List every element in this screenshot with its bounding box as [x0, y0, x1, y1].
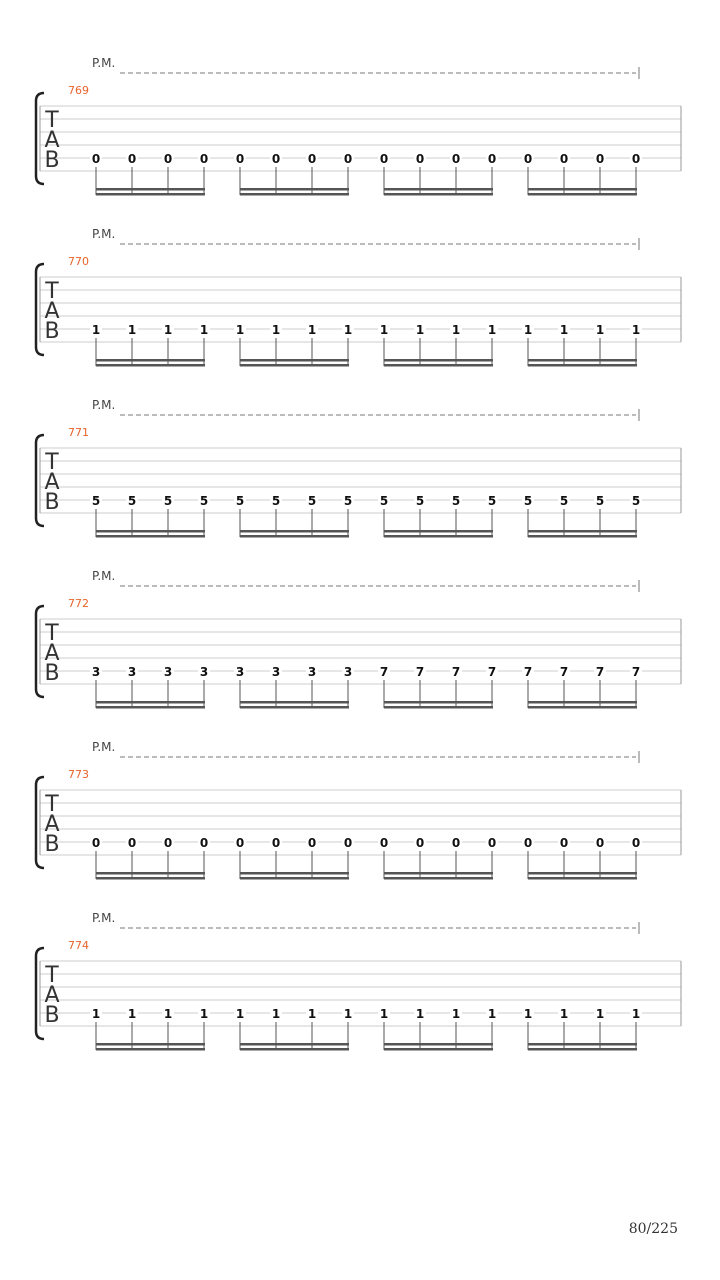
tab-letter: B: [44, 661, 60, 686]
beam: [240, 359, 349, 362]
fret-number: 0: [235, 152, 245, 166]
fret-number: 1: [451, 323, 461, 337]
beam: [240, 1043, 349, 1046]
palm-mute-label: P.M.: [92, 911, 116, 925]
fret-number: 1: [451, 1007, 461, 1021]
fret-number: 3: [271, 665, 281, 679]
fret-number: 3: [127, 665, 137, 679]
tab-letter: T: [45, 279, 59, 304]
tab-system: [36, 740, 681, 880]
beam: [96, 1048, 205, 1051]
beam: [96, 188, 205, 191]
fret-number: 1: [91, 1007, 101, 1021]
fret-number: 3: [307, 665, 317, 679]
fret-number: 7: [415, 665, 425, 679]
measure-number: 772: [68, 597, 89, 610]
fret-number: 0: [559, 152, 569, 166]
fret-number: 1: [631, 1007, 641, 1021]
measure-number: 773: [68, 768, 89, 781]
palm-mute-label: P.M.: [92, 569, 116, 583]
fret-number: 5: [487, 494, 497, 508]
fret-number: 0: [487, 836, 497, 850]
measure-number: 770: [68, 255, 89, 268]
fret-number: 1: [523, 323, 533, 337]
fret-number: 1: [235, 323, 245, 337]
beam: [528, 188, 637, 191]
tab-letter: A: [44, 812, 60, 837]
tab-letter: T: [45, 450, 59, 475]
tab-letter: T: [45, 792, 59, 817]
fret-number: 0: [595, 152, 605, 166]
fret-number: 1: [415, 323, 425, 337]
fret-number: 1: [559, 323, 569, 337]
beam: [240, 193, 349, 196]
fret-number: 0: [559, 836, 569, 850]
fret-number: 3: [163, 665, 173, 679]
fret-number: 1: [343, 323, 353, 337]
beam: [96, 877, 205, 880]
tab-letter: A: [44, 299, 60, 324]
fret-number: 0: [415, 836, 425, 850]
beam: [528, 701, 637, 704]
beam: [384, 359, 493, 362]
fret-number: 7: [559, 665, 569, 679]
beam: [384, 530, 493, 533]
beam: [96, 706, 205, 709]
tab-letter: B: [44, 319, 60, 344]
fret-number: 0: [91, 152, 101, 166]
fret-number: 5: [91, 494, 101, 508]
fret-number: 1: [199, 1007, 209, 1021]
beam: [384, 872, 493, 875]
fret-number: 5: [451, 494, 461, 508]
beam: [240, 530, 349, 533]
tab-letter: B: [44, 832, 60, 857]
fret-number: 0: [199, 152, 209, 166]
fret-number: 0: [631, 836, 641, 850]
fret-number: 1: [199, 323, 209, 337]
fret-number: 5: [523, 494, 533, 508]
fret-number: 0: [523, 836, 533, 850]
fret-number: 1: [631, 323, 641, 337]
palm-mute-label: P.M.: [92, 740, 116, 754]
fret-number: 0: [91, 836, 101, 850]
beam: [384, 1048, 493, 1051]
beam: [96, 535, 205, 538]
fret-number: 7: [523, 665, 533, 679]
fret-number: 1: [307, 1007, 317, 1021]
beam: [240, 706, 349, 709]
fret-number: 1: [379, 1007, 389, 1021]
fret-number: 1: [559, 1007, 569, 1021]
tab-letter: A: [44, 641, 60, 666]
fret-number: 0: [271, 152, 281, 166]
fret-number: 0: [235, 836, 245, 850]
fret-number: 1: [595, 1007, 605, 1021]
fret-number: 0: [307, 836, 317, 850]
fret-number: 0: [379, 836, 389, 850]
fret-number: 5: [343, 494, 353, 508]
fret-number: 7: [595, 665, 605, 679]
beam: [384, 188, 493, 191]
beam: [240, 701, 349, 704]
fret-number: 7: [379, 665, 389, 679]
fret-number: 0: [307, 152, 317, 166]
beam: [96, 364, 205, 367]
fret-number: 0: [163, 152, 173, 166]
measure-number: 769: [68, 84, 89, 97]
beam: [384, 364, 493, 367]
fret-number: 0: [451, 152, 461, 166]
tab-system: [36, 227, 681, 367]
beam: [528, 193, 637, 196]
fret-number: 5: [235, 494, 245, 508]
fret-number: 1: [415, 1007, 425, 1021]
fret-number: 5: [127, 494, 137, 508]
fret-number: 5: [559, 494, 569, 508]
fret-number: 0: [199, 836, 209, 850]
tab-letter: B: [44, 148, 60, 173]
fret-number: 7: [451, 665, 461, 679]
fret-number: 3: [199, 665, 209, 679]
fret-number: 0: [343, 152, 353, 166]
tab-letter: T: [45, 621, 59, 646]
fret-number: 1: [163, 323, 173, 337]
beam: [96, 359, 205, 362]
fret-number: 1: [595, 323, 605, 337]
beam: [96, 1043, 205, 1046]
fret-number: 5: [595, 494, 605, 508]
beam: [384, 701, 493, 704]
fret-number: 7: [487, 665, 497, 679]
fret-number: 1: [235, 1007, 245, 1021]
fret-number: 1: [343, 1007, 353, 1021]
beam: [96, 701, 205, 704]
fret-number: 1: [127, 1007, 137, 1021]
fret-number: 1: [307, 323, 317, 337]
fret-number: 1: [127, 323, 137, 337]
fret-number: 1: [271, 323, 281, 337]
beam: [528, 877, 637, 880]
beam: [384, 1043, 493, 1046]
beam: [384, 706, 493, 709]
beam: [240, 1048, 349, 1051]
beam: [96, 530, 205, 533]
fret-number: 5: [307, 494, 317, 508]
palm-mute-label: P.M.: [92, 227, 116, 241]
tab-system: [36, 911, 681, 1051]
beam: [528, 1048, 637, 1051]
fret-number: 5: [631, 494, 641, 508]
beam: [240, 188, 349, 191]
tab-letter: A: [44, 128, 60, 153]
tab-letter: T: [45, 108, 59, 133]
fret-number: 1: [487, 1007, 497, 1021]
fret-number: 1: [163, 1007, 173, 1021]
fret-number: 0: [415, 152, 425, 166]
fret-number: 0: [127, 152, 137, 166]
beam: [528, 706, 637, 709]
tab-system: [36, 398, 681, 538]
beam: [528, 1043, 637, 1046]
beam: [240, 364, 349, 367]
fret-number: 1: [91, 323, 101, 337]
palm-mute-label: P.M.: [92, 398, 116, 412]
beam: [528, 872, 637, 875]
fret-number: 5: [163, 494, 173, 508]
tab-letter: A: [44, 470, 60, 495]
fret-number: 0: [487, 152, 497, 166]
fret-number: 0: [343, 836, 353, 850]
fret-number: 1: [379, 323, 389, 337]
beam: [528, 359, 637, 362]
beam: [384, 535, 493, 538]
fret-number: 5: [415, 494, 425, 508]
tab-system: [36, 56, 681, 196]
fret-number: 0: [379, 152, 389, 166]
fret-number: 5: [271, 494, 281, 508]
fret-number: 0: [595, 836, 605, 850]
beam: [384, 193, 493, 196]
beam: [528, 530, 637, 533]
fret-number: 0: [127, 836, 137, 850]
beam: [240, 877, 349, 880]
fret-number: 5: [199, 494, 209, 508]
fret-number: 3: [235, 665, 245, 679]
fret-number: 0: [451, 836, 461, 850]
palm-mute-label: P.M.: [92, 56, 116, 70]
fret-number: 1: [523, 1007, 533, 1021]
beam: [240, 872, 349, 875]
fret-number: 3: [91, 665, 101, 679]
fret-number: 5: [379, 494, 389, 508]
tab-letter: A: [44, 983, 60, 1008]
page-number: 80/225: [628, 1221, 678, 1237]
tab-letter: T: [45, 963, 59, 988]
tab-letter: B: [44, 1003, 60, 1028]
fret-number: 1: [271, 1007, 281, 1021]
tab-system: [36, 569, 681, 709]
beam: [528, 535, 637, 538]
beam: [96, 872, 205, 875]
beam: [96, 193, 205, 196]
fret-number: 0: [163, 836, 173, 850]
fret-number: 3: [343, 665, 353, 679]
fret-number: 7: [631, 665, 641, 679]
fret-number: 0: [631, 152, 641, 166]
beam: [240, 535, 349, 538]
fret-number: 1: [487, 323, 497, 337]
fret-number: 0: [523, 152, 533, 166]
measure-number: 771: [68, 426, 89, 439]
fret-number: 0: [271, 836, 281, 850]
tab-letter: B: [44, 490, 60, 515]
beam: [528, 364, 637, 367]
measure-number: 774: [68, 939, 89, 952]
beam: [384, 877, 493, 880]
